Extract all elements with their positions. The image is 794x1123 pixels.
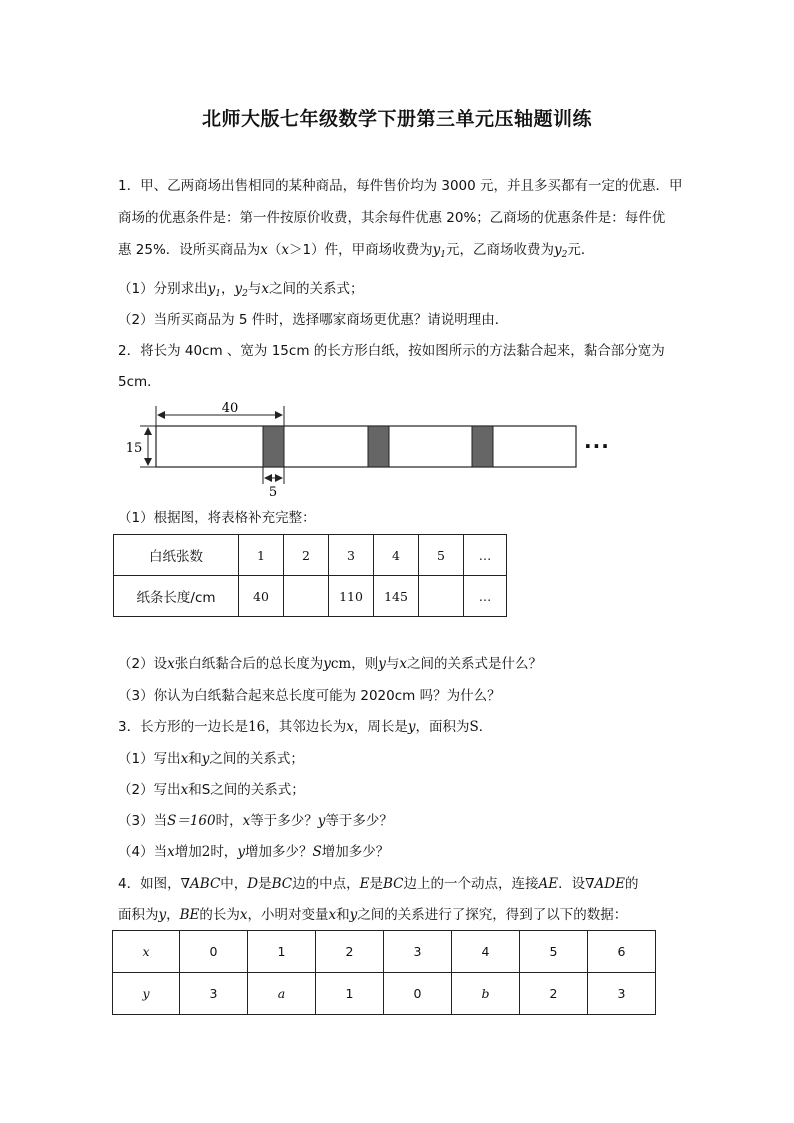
var-x: x — [260, 242, 268, 258]
overlap-1 — [263, 426, 284, 467]
q2-sub-1: （1）根据图，将表格补充完整： — [118, 510, 316, 526]
paper-strip — [156, 426, 576, 467]
page-title: 北师大版七年级数学下册第三单元压轴题训练 — [201, 108, 592, 130]
var-y1: $y_1$ — [432, 242, 447, 260]
overlap-label: 5 — [268, 485, 278, 500]
width-label: 15 — [125, 441, 143, 456]
q2-line-2: 5cm． — [118, 374, 161, 390]
var-y2: $y_2$ — [554, 242, 568, 260]
paper-strip-figure — [120, 398, 620, 500]
q2-table — [113, 534, 507, 617]
table-row: 白纸张数 1 2 3 4 5 … — [114, 535, 507, 576]
q4-table — [112, 930, 656, 1015]
continuation-dots: ··· — [584, 434, 610, 458]
q3-line-1: 3．长方形的一边长是16，其邻边长为x，周长是y，面积为S． — [118, 719, 493, 735]
q4-line-1: 4．如图，∇ABC中，D是BC边的中点，E是BC边上的一个动点，连接AE．设∇ADE的 — [118, 876, 639, 892]
table-row: x 0 1 2 3 4 5 6 — [113, 931, 656, 973]
q1-line-2: 商场的优惠条件是：第一件按原价收费，其余每件优惠 20%；乙商场的优惠条件是：每件优 — [118, 210, 666, 226]
q1-sub-1: （1）分别求出$y_1$，$y_2$与x之间的关系式； — [118, 281, 364, 299]
overlap-2 — [368, 426, 389, 467]
q3-sub-2: （2）写出x和S之间的关系式； — [118, 782, 305, 798]
var-x: x — [281, 242, 290, 258]
q2-sub-3: （3）你认为白纸黏合起来总长度可能为 2020cm 吗？为什么？ — [118, 688, 501, 704]
q2-sub-2: （2）设x张白纸黏合后的总长度为ycm，则y与x之间的关系式是什么？ — [118, 656, 542, 672]
q3-sub-3: （3）当S＝160时，x等于多少？y等于多少？ — [118, 813, 393, 829]
q3-sub-4: （4）当x增加2时，y增加多少？S增加多少？ — [118, 844, 390, 860]
table-row: y 3 a 1 0 b 2 3 — [113, 973, 656, 1015]
q4-line-2: 面积为y，BE的长为x，小明对变量x和y之间的关系进行了探究，得到了以下的数据： — [118, 907, 628, 923]
q1-line-3: 惠 25%．设所买商品为x（x＞1）件，甲商场收费为$y_1$元，乙商场收费为$y_2$元． — [118, 242, 595, 260]
q3-sub-1: （1）写出x和y之间的关系式； — [118, 751, 304, 767]
q2-line-1: 2．将长为 40cm 、宽为 15cm 的长方形白纸，按如图所示的方法黏合起来，黏合部分宽为 — [118, 343, 665, 359]
q1-sub-2: （2）当所买商品为 5 件时，选择哪家商场更优惠？请说明理由． — [118, 312, 509, 328]
q1-line-1: 1．甲、乙两商场出售相同的某种商品，每件售价均为 3000 元，并且多买都有一定的优惠．甲 — [118, 178, 683, 194]
overlap-3 — [472, 426, 493, 467]
length-label: 40 — [221, 401, 239, 416]
table-row: 纸条长度/cm 40 110 145 … — [114, 576, 507, 617]
